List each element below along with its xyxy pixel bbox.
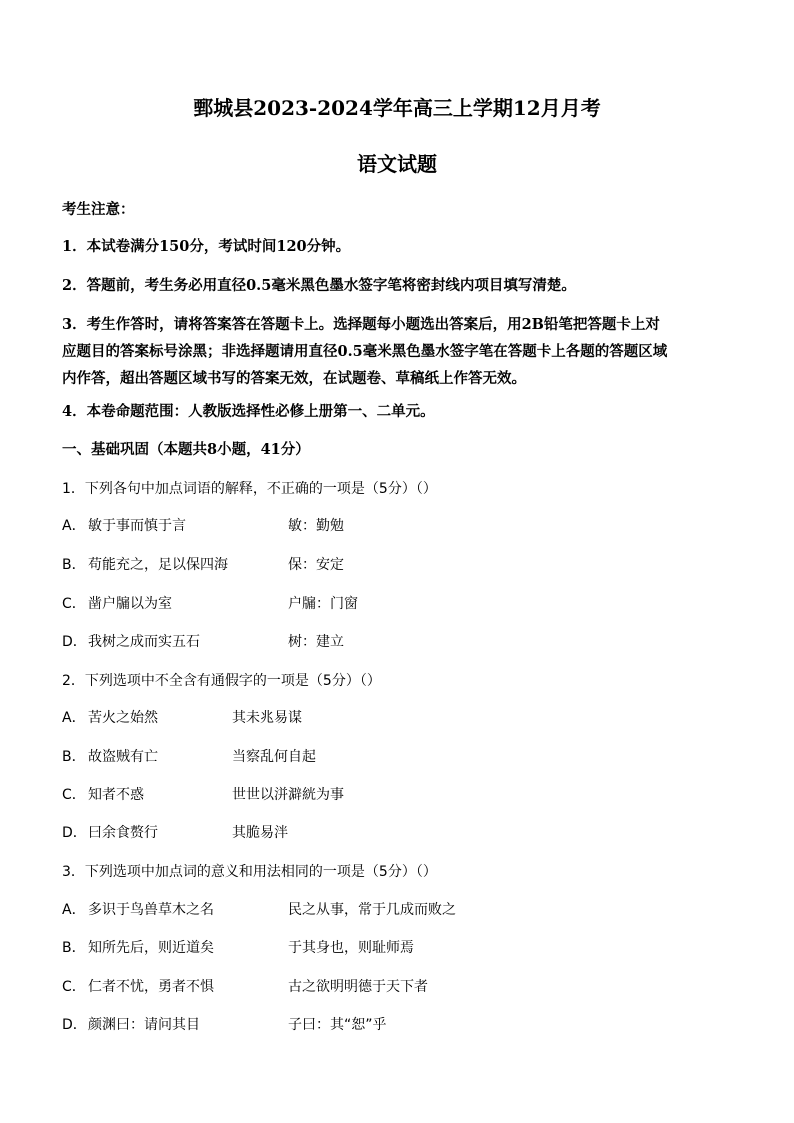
option-letter: A．: [62, 518, 86, 534]
option-sentence: 古之欲明明德于天下者: [288, 979, 428, 995]
question-3-stem: 3．下列选项中加点词的意义和用法相同的一项是（5分）（）: [62, 864, 437, 880]
page-subtitle: 语文试题: [357, 152, 437, 176]
option-sentence: 知所先后，则近道矣: [88, 940, 214, 956]
question-3-option-c: [62, 977, 732, 997]
option-sentence: 仁者不忧，勇者不惧: [88, 979, 214, 995]
question-1-option-a: [62, 516, 732, 536]
option-letter: D．: [62, 634, 87, 650]
option-sentence: 苟能充之，足以保四海: [88, 557, 228, 573]
option-sentence: 知者不惑: [88, 787, 144, 803]
option-sentence: 于其身也，则耻师焉: [288, 940, 414, 956]
option-explanation: 敏：勤勉: [288, 518, 344, 534]
question-2-option-a: [62, 708, 732, 728]
notice-item-3-line-2: 应题目的答案标号涂黑；非选择题请用直径0.5毫米黑色墨水签字笔在答题卡上各题的答题区域: [62, 343, 668, 360]
question-2-option-c: [62, 785, 732, 805]
notice-item-2: 2．答题前，考生务必用直径0.5毫米黑色墨水签字笔将密封线内项目填写清楚。: [62, 277, 576, 294]
option-letter: C．: [62, 787, 86, 803]
option-sentence: 故盗贼有亡: [88, 749, 158, 765]
option-sentence: 子曰：其“恕”乎: [288, 1017, 387, 1033]
option-letter: B．: [62, 749, 86, 765]
option-explanation: 户牖：门窗: [288, 596, 358, 612]
question-1-option-b: [62, 555, 732, 575]
option-sentence: 当察乱何自起: [232, 749, 316, 765]
notice-item-3: [62, 311, 732, 392]
question-1-option-d: [62, 632, 732, 652]
option-sentence: 敏于事而慎于言: [88, 518, 186, 534]
option-letter: D．: [62, 1017, 87, 1033]
option-letter: B．: [62, 557, 86, 573]
option-letter: B．: [62, 940, 86, 956]
option-letter: C．: [62, 596, 86, 612]
notice-item-4: 4．本卷命题范围：人教版选择性必修上册第一、二单元。: [62, 403, 435, 420]
option-sentence: 其脆易泮: [232, 825, 288, 841]
option-sentence: 凿户牖以为室: [88, 596, 172, 612]
option-sentence: 曰余食赘行: [88, 825, 158, 841]
question-2-option-b: [62, 747, 732, 767]
question-1-stem: 1．下列各句中加点词语的解释，不正确的一项是（5分）（）: [62, 481, 437, 497]
option-sentence: 我树之成而实五石: [88, 634, 200, 650]
option-sentence: 民之从事，常于几成而败之: [288, 902, 456, 918]
question-3-option-a: [62, 900, 732, 920]
option-sentence: 多识于鸟兽草木之名: [88, 902, 214, 918]
page-title: 鄄城县2023-2024学年高三上学期12月月考: [193, 96, 601, 120]
question-1-option-c: [62, 594, 732, 614]
option-sentence: 世世以洴澼絖为事: [232, 787, 344, 803]
section-heading: 一、基础巩固（本题共8小题，41分）: [62, 441, 310, 458]
option-explanation: 树：建立: [288, 634, 344, 650]
question-2-option-d: [62, 823, 732, 843]
option-explanation: 保：安定: [288, 557, 344, 573]
option-sentence: 颜渊曰：请问其目: [88, 1017, 200, 1033]
notice-item-3-line-1: 3．考生作答时，请将答案答在答题卡上。选择题每小题选出答案后，用2B铅笔把答题卡上对: [62, 316, 660, 333]
option-letter: A．: [62, 710, 86, 726]
question-3-option-b: [62, 938, 732, 958]
option-letter: C．: [62, 979, 86, 995]
question-3-option-d: [62, 1015, 732, 1035]
notice-item-3-line-3: 内作答，超出答题区域书写的答案无效，在试题卷、草稿纸上作答无效。: [62, 370, 526, 387]
option-sentence: 其未兆易谋: [232, 710, 302, 726]
option-sentence: 苦火之始然: [88, 710, 158, 726]
question-2-stem: 2．下列选项中不全含有通假字的一项是（5分）（）: [62, 673, 381, 689]
notice-item-1: 1．本试卷满分150分，考试时间120分钟。: [62, 238, 351, 255]
option-letter: A．: [62, 902, 86, 918]
notice-heading: 考生注意：: [62, 201, 135, 218]
option-letter: D．: [62, 825, 87, 841]
